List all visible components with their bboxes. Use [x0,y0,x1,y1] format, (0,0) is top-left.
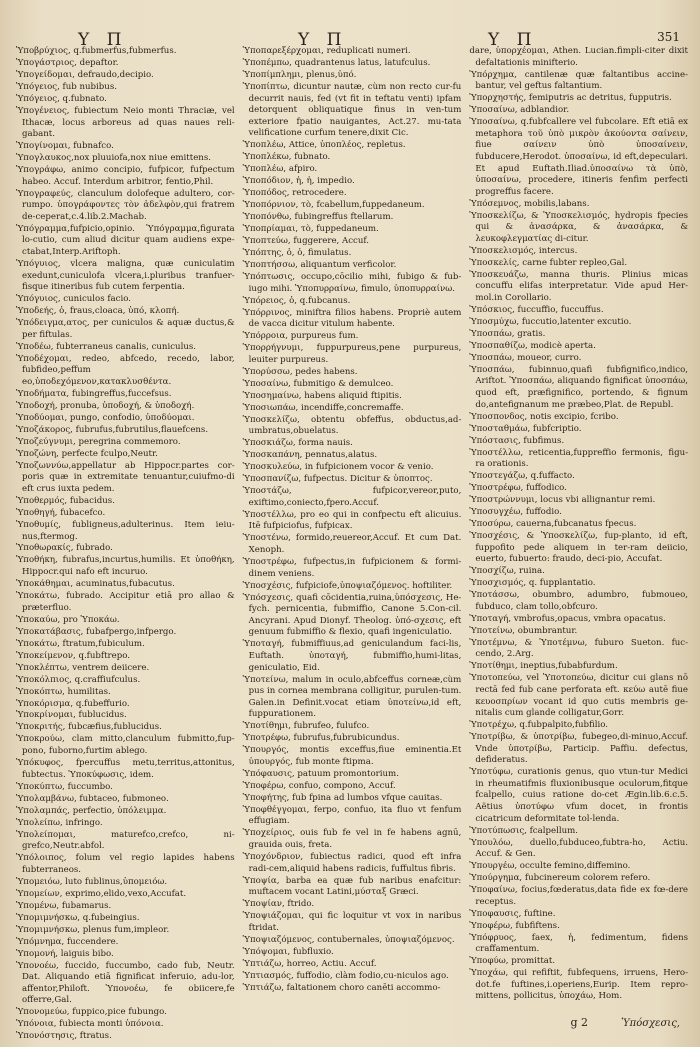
dictionary-entry: Ὑποτύφω, curationis genus, quo vtun-tur Medici in rheumatifmis fluxionibusque oculorum,fitque fcalpello, cuius ratione do-cet Ægin.lib.6.c.5. Aëtius ὑποτύφω vfum docet, in frontis cicatricum deformitate tol-lenda. [469,767,689,824]
dictionary-entry: Ὑποτείνω, malum in oculo,abfceffus corneæ,cùm pus in cornea membrana colligitur, purulen-tum. Galen.in Definit.vocat etiam ὑποτείνω,id eft, fuppurationem. [242,674,462,720]
dictionary-entry: Ὑποσαίνω, adblandior. [469,105,570,116]
dictionary-entry: Ὑποσπαθίζω, modicè aperta. [469,340,596,351]
dictionary-entry: Ὑποσκαπάνη, pennatus,alatus. [242,450,378,461]
dictionary-entry: Ὑπόψομαι, fubfluxio. [242,946,334,957]
dictionary-entry: Ὑπόμνημα, fuccendere. [16,936,119,947]
dictionary-entry: Ὑποζωννύω,appellatur ab Hippocr.partes cor-poris quæ in extremitate tenuantur,cuiufmo-di eft crus iuxta pedem. [16,460,235,494]
dictionary-entry: Ὑποθωρακίς, fubrado. [16,543,113,554]
dictionary-entry: Ὑποτάσσω, obumbro, adumbro, fubmoueo, fubduco, clam tollo,obfcuro. [469,590,689,612]
dictionary-entry: Ὑπόγειος, q.fubnato. [16,93,107,104]
dictionary-entry: Ὑποσυγχέω, fuffodio. [469,507,562,518]
dictionary-entry: Ὑποδύομαι, pungo, confodio, ὑποδύομαι. [16,412,195,423]
dictionary-entry: Ὑπογράφω, animo concipio, fufpicor, fufpectum habeo. Accuf. Interdum arbitror, fentio,Phil. [16,165,235,187]
dictionary-entry: Ὑποδέω, fubterraneus canalis, cuniculus. [16,341,196,352]
dictionary-entry: Ὑποστρέφω, fuffodico. [469,483,567,494]
dictionary-entry: Ὑποχόνδριον, fubiectus radici, quod eft infra radi-cem,aliquid habens radicis, fuffultus fibris. [242,851,462,874]
dictionary-entry: Ὑποθερμός, fubacidus. [16,495,115,506]
dictionary-entry: Ὑποστρέφω, fufpectus,in fufpicionem & formi-dinem veniens. [242,557,462,579]
dictionary-entry: Ὑποχείριος, ouis fub fe vel in fe habens agnū, grauida ouis, freta. [242,828,462,850]
dictionary-entry: Ὑποσημαίνω, habens aliquid ftipitis. [242,390,402,401]
dictionary-entry: Ὑποσχέσις, fufpiciofe,ὑποψιαζόμενος. hoftiliter. [242,580,453,591]
running-head-left: Υ Π [78,30,128,50]
dictionary-entry: Ὑποκάτω, fubrado. Accipitur etiā pro allao & præterfluo. [16,591,235,613]
dictionary-entry: Ὑποπόδιον, ἡ, ἡ, impedio. [242,176,355,187]
dictionary-entry: Ὑπουργέω, occulte femino,diffemino. [469,861,631,872]
dictionary-entry: Ὑποτίθημι, ineptius,fubabfurdum. [469,661,618,672]
dictionary-entry: Ὑποκόρισμα, q.fubeffurio. [16,698,130,709]
dictionary-entry: Ὑποπόρνιον, τὸ, fcabellum,fuppedaneum. [242,200,425,211]
dictionary-entry: Ὑποκύπτω, fuccumbo. [16,781,113,792]
dictionary-entry: Ὑποφθέγγομαι, ferpo, confuo, ita fluo vt fenfum effugiam. [242,804,462,827]
dictionary-entry: Ὑπογίνομαι, fubnafco. [16,141,114,152]
dictionary-entry: Ὑπονομεύω, fuppico,pice fubungo. [16,1007,167,1018]
running-head-middle: Υ Π [298,30,348,50]
dictionary-entry: Ὑπόλοιπος, folum vel regio lapides habens fubterraneos. [16,853,235,875]
dictionary-entry: Ὑπογραφεύς, clanculum dolofeque adultero, cor-rumpo. ὑπογράφοντες τὸν ἀδελφὸν,qui fratrem de-ceperat,c.4.lib.2.Machab. [16,188,235,222]
dictionary-entry: Ὑποπρίαμαι, τὸ, fuppedaneum. [242,224,379,235]
dictionary-entry: Ὑποστέλλω, reticentia,fuppreffio fermonis, figu-ra orationis. [469,447,689,470]
dictionary-entry: Ὑποχάω, qui refiftit, fubfequens, irruens, Hero-dot.fe fuftines,i.operiens,Eurip. Item repro-mittens, pollicitus, ὑποχάω, Hom. [469,968,689,1002]
dictionary-entry: Ὑπούργημα, fubcinereum colorem refero. [469,873,651,884]
dictionary-entry: Ὑπολαμβάνω, fubtaceo, fubmoneo. [16,793,169,804]
dictionary-entry: Ὑποφέρω, confuo, compono, Accuf. [242,780,396,791]
dictionary-entry: Ὑποστάζω, fufpicor,vereor,puto, exiftimo,coniecto,fpero.Accuf. [242,486,462,508]
dictionary-entry: Ὑποφαυσις, fuftine. [469,908,556,919]
dictionary-entry: Ὑποσπάω, moueor, curro. [469,352,582,363]
column-middle [243,46,462,1031]
dictionary-entry: Ὑποσχίζω, ruina. [469,566,545,577]
dictionary-entry: Ὑποκλέπτω, ventrem deiicere. [16,662,150,673]
dictionary-entry: Ὑπουλόω, duello,fubduceo,fubtra-ho, Actiu. Accuf. & Gen. [469,837,689,860]
dictionary-entry: Ὑποτύπωσις, fcalpellum. [469,825,578,836]
dictionary-entry: Ὑποψιάζομαι, qui fic loquitur vt vox in naribus ftridat. [242,911,462,933]
dictionary-entry: Ὑπόσεμνος, mobilis,labans. [469,198,590,209]
dictionary-entry: Ὑποθυμίς, fubligneus,adulterinus. Item ieiu-nus,ftermog. [16,519,235,542]
dictionary-entry: Ὑποκόπτω, humilitas. [16,686,111,697]
dictionary-entry: Ὑποσκιάζω, forma nauis. [242,438,353,449]
dictionary-entry: Ὑπομιμνήσκω, plenus fum,impleor. [16,924,170,935]
dictionary-entry: Ὑποζώνη, perfecte fculpo,Neutr. [16,448,158,459]
dictionary-entry: Ὑπόπτης, ὁ, ὁ, fimulatus. [242,248,352,259]
page-number: 351 [657,30,680,44]
dictionary-entry: Ὑποταγή, fubmiffiuus,ad geniculandum faci-lis, Euftath. ὑποταγή, fubmiffio,humi-litas, geniculatio, Eid. [242,639,462,673]
dictionary-entry: Ὑποσπάω, fubinnuo,quafi fubfignifico,indico, Ariftot. Ὑποσπάω, aliquando fignificat ὑποσπάω, quod eft, præfignifico, portendo, & fignum do,antefignanum me præbeo,Plat. de Republ. [469,364,689,410]
dictionary-entry: Ὑποσκευάζω, manna thuris. Plinius micas concuffu elifas interpretatur. Vide apud Her-mol.in Corollario. [469,269,689,303]
dictionary-entry: Ὑποψία, barba ea quæ fub naribus enafcitur: muftacem vocant Latini,μύσταξ Græci. [242,875,462,898]
dictionary-entry: Ὑπολείπομαι, maturefco,crefco, ni-grefco,Neutr.abfol. [16,829,235,852]
dictionary-entry: Ὑπόσκιος, fuccuffio, fuccuffus. [469,304,604,315]
column-left [16,46,235,1042]
dictionary-entry: Ὑποσχέσις, & Ὑποσκελίζω, fup-planto, id eft, fuppofito pede aliquem in ter-ram deiicio, euerto, fubuerto: fraudo, deci-pio, Accufat. [469,531,689,565]
dictionary-entry: Ὑποτείνω, obumbrantur. [469,625,578,636]
dictionary-entry: Ὑποκαύω, pro Ὑποκάω. [16,614,120,625]
dictionary-entry: Ὑποστρώννυμι, locus vbi allignantur remi. [469,495,656,506]
dictionary-entry: Ὑποδοχή, pronuba, ὑποδοχή, & ὑποδοχή. [16,400,195,411]
dictionary-entry: Ὑποθήκη, fubrafus,incurtus,humilis. Et ὑποθήκη, Hippocr.qui nafo eft incuruo. [16,555,235,578]
dictionary-entry: Ὑποσύρω, cauerna,fubcanatus fpecus. [469,519,637,530]
dictionary-entry: Ὑπογένειος, fubiectum Neio monti Thraciæ, vel Ithacæ, locus arboreus ad quas naues reli-gabant. [16,105,235,140]
dictionary-entry: Ὑποσιωπάω, incendiffe,concremaffe. [242,402,404,413]
dictionary-entry: Ὑποπόδος, retrocedere. [242,188,347,199]
dictionary-entry: Ὑπολείπω, infringo. [16,817,103,828]
dictionary-entry: Ὑπόρχημα, cantilenæ quæ faltantibus accine-bantur, vel geftus faltantium. [469,69,689,92]
dictionary-entry: Ὑπόγραμμα,fufpicio,opinio. Ὑπόγραμμα,figurata lo-cutio, cum aliud dicitur quam audiens expe-ctabat,Interp.Ariftoph. [16,223,235,257]
dictionary-entry: Ὑπόγυιος, cuniculos facio. [16,294,131,305]
dictionary-entry: Ὑποπλέω, Attice, ὑποπλέος, repletus. [242,140,406,151]
dictionary-entry: Ὑποπίμπλημι, plenus,ὑπό. [242,69,357,80]
dictionary-entry: Ὑποφήτης, fub fpina ad lumbos vfque cauitas. [242,792,443,803]
dictionary-entry: Ὑποτοπεύω, vel Ὑποτοπεύω, dicitur cui glans nō rectā fed fub cane perforata eft. κεύω autē fiue κευοσπρίων vocant id quo cutis membris ge-nitalis cum glande colligatur,Gorr. [469,673,689,719]
dictionary-entry: Ὑπόφρυος, faex, ἡ, fedimentum, fidens craffamentum. [469,932,689,955]
dictionary-entry: Ὑποσχισμός, q. fupplantatio. [469,578,596,589]
dictionary-entry: Ὑπόδειγμα,ατος, per cuniculos & aquæ ductus,& per fiftulas. [16,318,235,340]
dictionary-entry: Ὑπορρήγνυμι, fuppurpureus,pene purpureus, leuiter purpureus. [242,343,462,365]
dictionary-entry: Ὑποστεγάζω, q.fuffacto. [469,471,575,482]
dictionary-entry: Ὑπόσχεσις, quafi cōcidentia,ruina,ὑπόσχεσις, He-fych. pernicentia, fubmiffio, Canone 5.Con-cil. Ancyrani. Apud Dionyf. Theolog. ὑπό-σχεσις, eft genuum fubmiffio & flexio, quafi ingeniculatio. [242,592,462,638]
dictionary-entry: Ὑπομείων, exprimo,elido,vexo,Accufat. [16,888,187,899]
dictionary-entry: Ὑποπτήσσω, aliquantum verficolor. [242,260,397,271]
dictionary-entry: Ὑποδέχομαι, redeo, abfcedo, recedo, labor, fubfideo,peffum eo,ὑποδεχόμενον,κατακλυσθέντα. [16,353,235,387]
dictionary-entry: Ὑποκόλπιος, q.craffiufculus. [16,674,141,685]
dictionary-entry: Ὑποσκελίζω, & Ὑποσκελισμός, hydropis fpecies qui & ἀνασάρκα, & ἀνασάρκα, & λευκοφλεγματίας di-citur. [469,210,689,244]
dictionary-entry: Ὑποφύω, promittat. [469,956,556,967]
dictionary-entry: dare, ὑπορχέομαι, Athen. Lucian.fimpli-citer dixit defaltationis minifterio. [469,46,689,68]
dictionary-entry: Ὑποκάθημαι, acuminatus,fubacutus. [16,579,175,590]
dictionary-entry: Ὑποσκελισμός, intercus. [469,245,578,256]
dictionary-entry: Ὑποτρίβω, & ὑποτρίβω, fubegeo,di-minuo,Accuf. Vnde ὑποτρίβω, Particip. Paffiu. defectus, defideratus. [469,732,689,766]
dictionary-columns [16,46,689,1042]
dictionary-entry: Ὑποσκυλεύω, in fufpicionem vocor & venio. [242,462,434,473]
dictionary-entry: Ὑπολαμπάς, perfectio, ὑπόλειμμα. [16,805,167,816]
dictionary-entry: Ὑποδήματα, fubingreffus,fuccefsus. [16,388,172,399]
dictionary-entry: Ὑποζεύγνυμι, peregrina commemoro. [16,436,181,447]
dictionary-entry: Ὑποβρύχιος, q.fubmerfus,fubmerfus. [16,46,177,56]
dictionary-entry: Ὑποσπανίζω, fufpectus. Dicitur & ὑποπτος. [242,474,433,485]
dictionary-entry: Ὑποπαρεξέρχομαι, reduplicati numeri. [242,46,411,56]
dictionary-entry: Ὑπόρροια, purpureus fum. [242,331,359,342]
dictionary-entry: Ὑπόστασις, fubfimus. [469,435,565,446]
dictionary-entry: Ὑποσμύχω, fuccutio,latenter excutio. [469,316,632,327]
dictionary-entry: Ὑπόπτωσις, occupo,cōcilio mihi, fubigo & fub-iugo mihi. Ὑποπυρραίνω, fimulo, ὑποπυρραίνω. [242,272,462,294]
dictionary-entry: Ὑποτίθημι, fubrufeo, fulufco. [242,721,370,732]
dictionary-entry: Ὑπομειόω, luto fublinus,ὑπομειόω. [16,876,168,887]
dictionary-entry: Ὑποσαίνω, fubmitigo & demulceo. [242,378,394,389]
dictionary-entry: Ὑπτιάζω, faltationem choro canēti accommo- [242,982,441,993]
dictionary-entry: Ὑπόκυφος, fpercuffus metu,territus,attonitus, fubtectus. Ὑποκύφωσις, idem. [16,758,235,780]
dictionary-entry: Ὑπτιασμός, fuffodio, clàm fodio,cu-niculos ago. [242,970,449,981]
dictionary-entry: Ὑπτιάζω, horreo, Actiu. Accuf. [242,958,377,969]
dictionary-entry: Ὑποκρούω, clam mitto,clanculum fubmitto,fup-pono, fuborno,furtim ablego. [16,734,235,757]
dictionary-entry: Ὑποπόνθω, fubingreffus ftellarum. [242,212,394,223]
dictionary-entry: Ὑποταγή, vmbrofus,opacus, vmbra opacatus. [469,613,666,624]
dictionary-entry: Ὑπόγυιος, vlcera maligna, quæ cuniculatim exedunt,cuniculofa vlcera,i.pluribus tranfuer-fisque itineribus fub cutem ferpentia. [16,258,235,293]
dictionary-entry: Ὑποφαίνω, focius,fœderatus,data fide ex fœ-dere receptus. [469,885,689,907]
dictionary-entry: Ὑπορχηστής, femiputris ac detritus, fupputris. [469,93,672,104]
dictionary-entry: Ὑποσαίνω, q.fubfcallere vel fubcolare. Eft etiā ex metaphora τοῦ ὑπὸ μικρὸν ἀκούοντα σαίνειν, fiue σαίνειν ὑπὸ ὑποσαίνειν, fubducere,Herodot. ὑποσαίνω, id eft,depeculari. Et apud Euftath.Iliad.ὑποσαίνω τὰ ὑπὸ, ὑποσαίνω, procedere, itineris fenfim perfecti progreffus facere. [469,117,689,197]
dictionary-entry: Ὑποψίαν, ftrido. [242,899,315,910]
dictionary-entry: Ὑποφέρω, fubfiftens. [469,920,560,931]
dictionary-entry: Ὑποθηγή, fubacefco. [16,507,106,518]
dictionary-entry: Ὑποτρέφω, fubrufus,fubrubicundus. [242,733,400,744]
dictionary-entry: Ὑπονόστησις, ftratus. [16,1031,112,1042]
signature-mark: g 2 [570,1016,588,1029]
dictionary-entry: Ὑποκείμενον, q.fubftrepo. [16,650,130,661]
dictionary-entry: Ὑποσπάω, gratis. [469,328,546,339]
dictionary-entry: Ὑπονοέω, fuccido, fuccumbo, cado fub, Neutr. Dat. Aliquando etiā fignificat inferuio, adu-lor, affentor,Philoft. Ὑπονοέω, fe obiicere,fe offerre,Gal. [16,960,235,1006]
dictionary-entry: Ὑπομονή, laiguis bibo. [16,948,114,959]
dictionary-entry: Ὑποκάτω, ftratum,fubiculum. [16,638,145,649]
dictionary-entry: Ὑποκατάβασις, fubafpergo,infpergo. [16,626,177,637]
dictionary-entry: Ὑπόρειος, ὁ, q.fubcanus. [242,295,351,306]
dictionary-entry: Ὑποπλέω, afpiro. [242,164,318,175]
dictionary-entry: Ὑποτέμνω, & Ὑποτέμνω, fuburo Sueton. fuc-cendo, 2.Arg. [469,637,689,660]
dictionary-entry: Ὑποστέλλω, pro eo qui in confpectu eft alicuius. Itē fufpiciofus, fufpicax. [242,509,462,532]
dictionary-entry: Ὑπογάστριος, depaftor. [16,57,119,68]
dictionary-entry: Ὑποκριτής, fubcæfius,fublucidus. [16,722,162,733]
dictionary-entry: Ὑπογείδομαι, defraudo,decipio. [16,69,154,80]
column-right [469,46,688,1031]
dictionary-entry: Ὑπομένω, fubamarus. [16,900,112,911]
dictionary-entry: Ὑποσκελίς, carne fubter repleo,Gal. [469,257,628,268]
dictionary-entry: Ὑποσκελίζω, obtentu obfeffus, obductus,ad-umbratus,obuelatus. [242,414,462,437]
dictionary-entry: Ὑποκρίνομαι, fublucidus. [16,710,127,721]
dictionary-entry: Ὑποπλέκω, fubnato. [242,152,331,163]
dictionary-entry: Ὑποζάκορος, fubrufus,fubrutilus,flauefcens. [16,424,209,435]
dictionary-entry: Ὑποστένω, formido,reuereor,Accuf. Et cum Dat. Xenoph. [242,533,462,556]
dictionary-entry: Ὑπόνοια, fubiecta monti ὑπόνοια. [16,1019,164,1030]
dictionary-entry: Ὑπόφαυσις, patuum promontorium. [242,768,399,779]
dictionary-entry: Ὑποψιαζόμενος, contubernales, ὑποψιαζόμενος. [242,934,455,945]
running-head-right: Υ Π [488,30,538,50]
dictionary-entry: Ὑπόγειος, fub nubibus. [16,81,117,92]
dictionary-entry: Ὑποσπονδος, notis excipio, fcribo. [469,411,619,422]
dictionary-entry: Ὑπόρρινος, miniftra filios habens. Propriè autem de vacca dicitur vitulum habente. [242,307,462,330]
dictionary-entry: Ὑποπίπτω, dicuntur nautæ, cùm non recto cur-fu decurrit nauis, fed (vt fit in teftatu venti) ipfam detorquent obliquatique finus in ven-tum exteriore fpatio nauigantes, Act.27. mu-tata velificatione curfum tenere,dixit Cic. [242,81,462,139]
dictionary-entry: Ὑποσταθμάω, fubfcriptio. [469,423,582,434]
dictionary-entry: Ὑποτρέχω, q.fubpalpito,fubfilio. [469,720,609,731]
dictionary-entry: Ὑπορύσσω, pedes habens. [242,366,358,377]
dictionary-entry: Ὑπομιμνήσκω, q.fubeingius. [16,912,140,923]
dictionary-entry: Ὑποπτεύω, fuggerere, Accuf. [242,236,369,247]
dictionary-entry: Ὑπουργός, montis exceffus,fiue eminentia.Et ὑπουργός, fub monte ftipma. [242,745,462,767]
dictionary-entry: Ὑπογλαυκος,nox pluuiofa,nox niue emittens. [16,153,211,164]
dictionary-entry: Ὑποδεής, ὁ, fraus,cloaca, ὑπό, κλοπή. [16,306,180,317]
catchword: Ὑπόσχεσις, [621,1018,680,1029]
dictionary-entry: Ὑποπέμπω, quadrantenus latus, latufculus. [242,57,431,68]
